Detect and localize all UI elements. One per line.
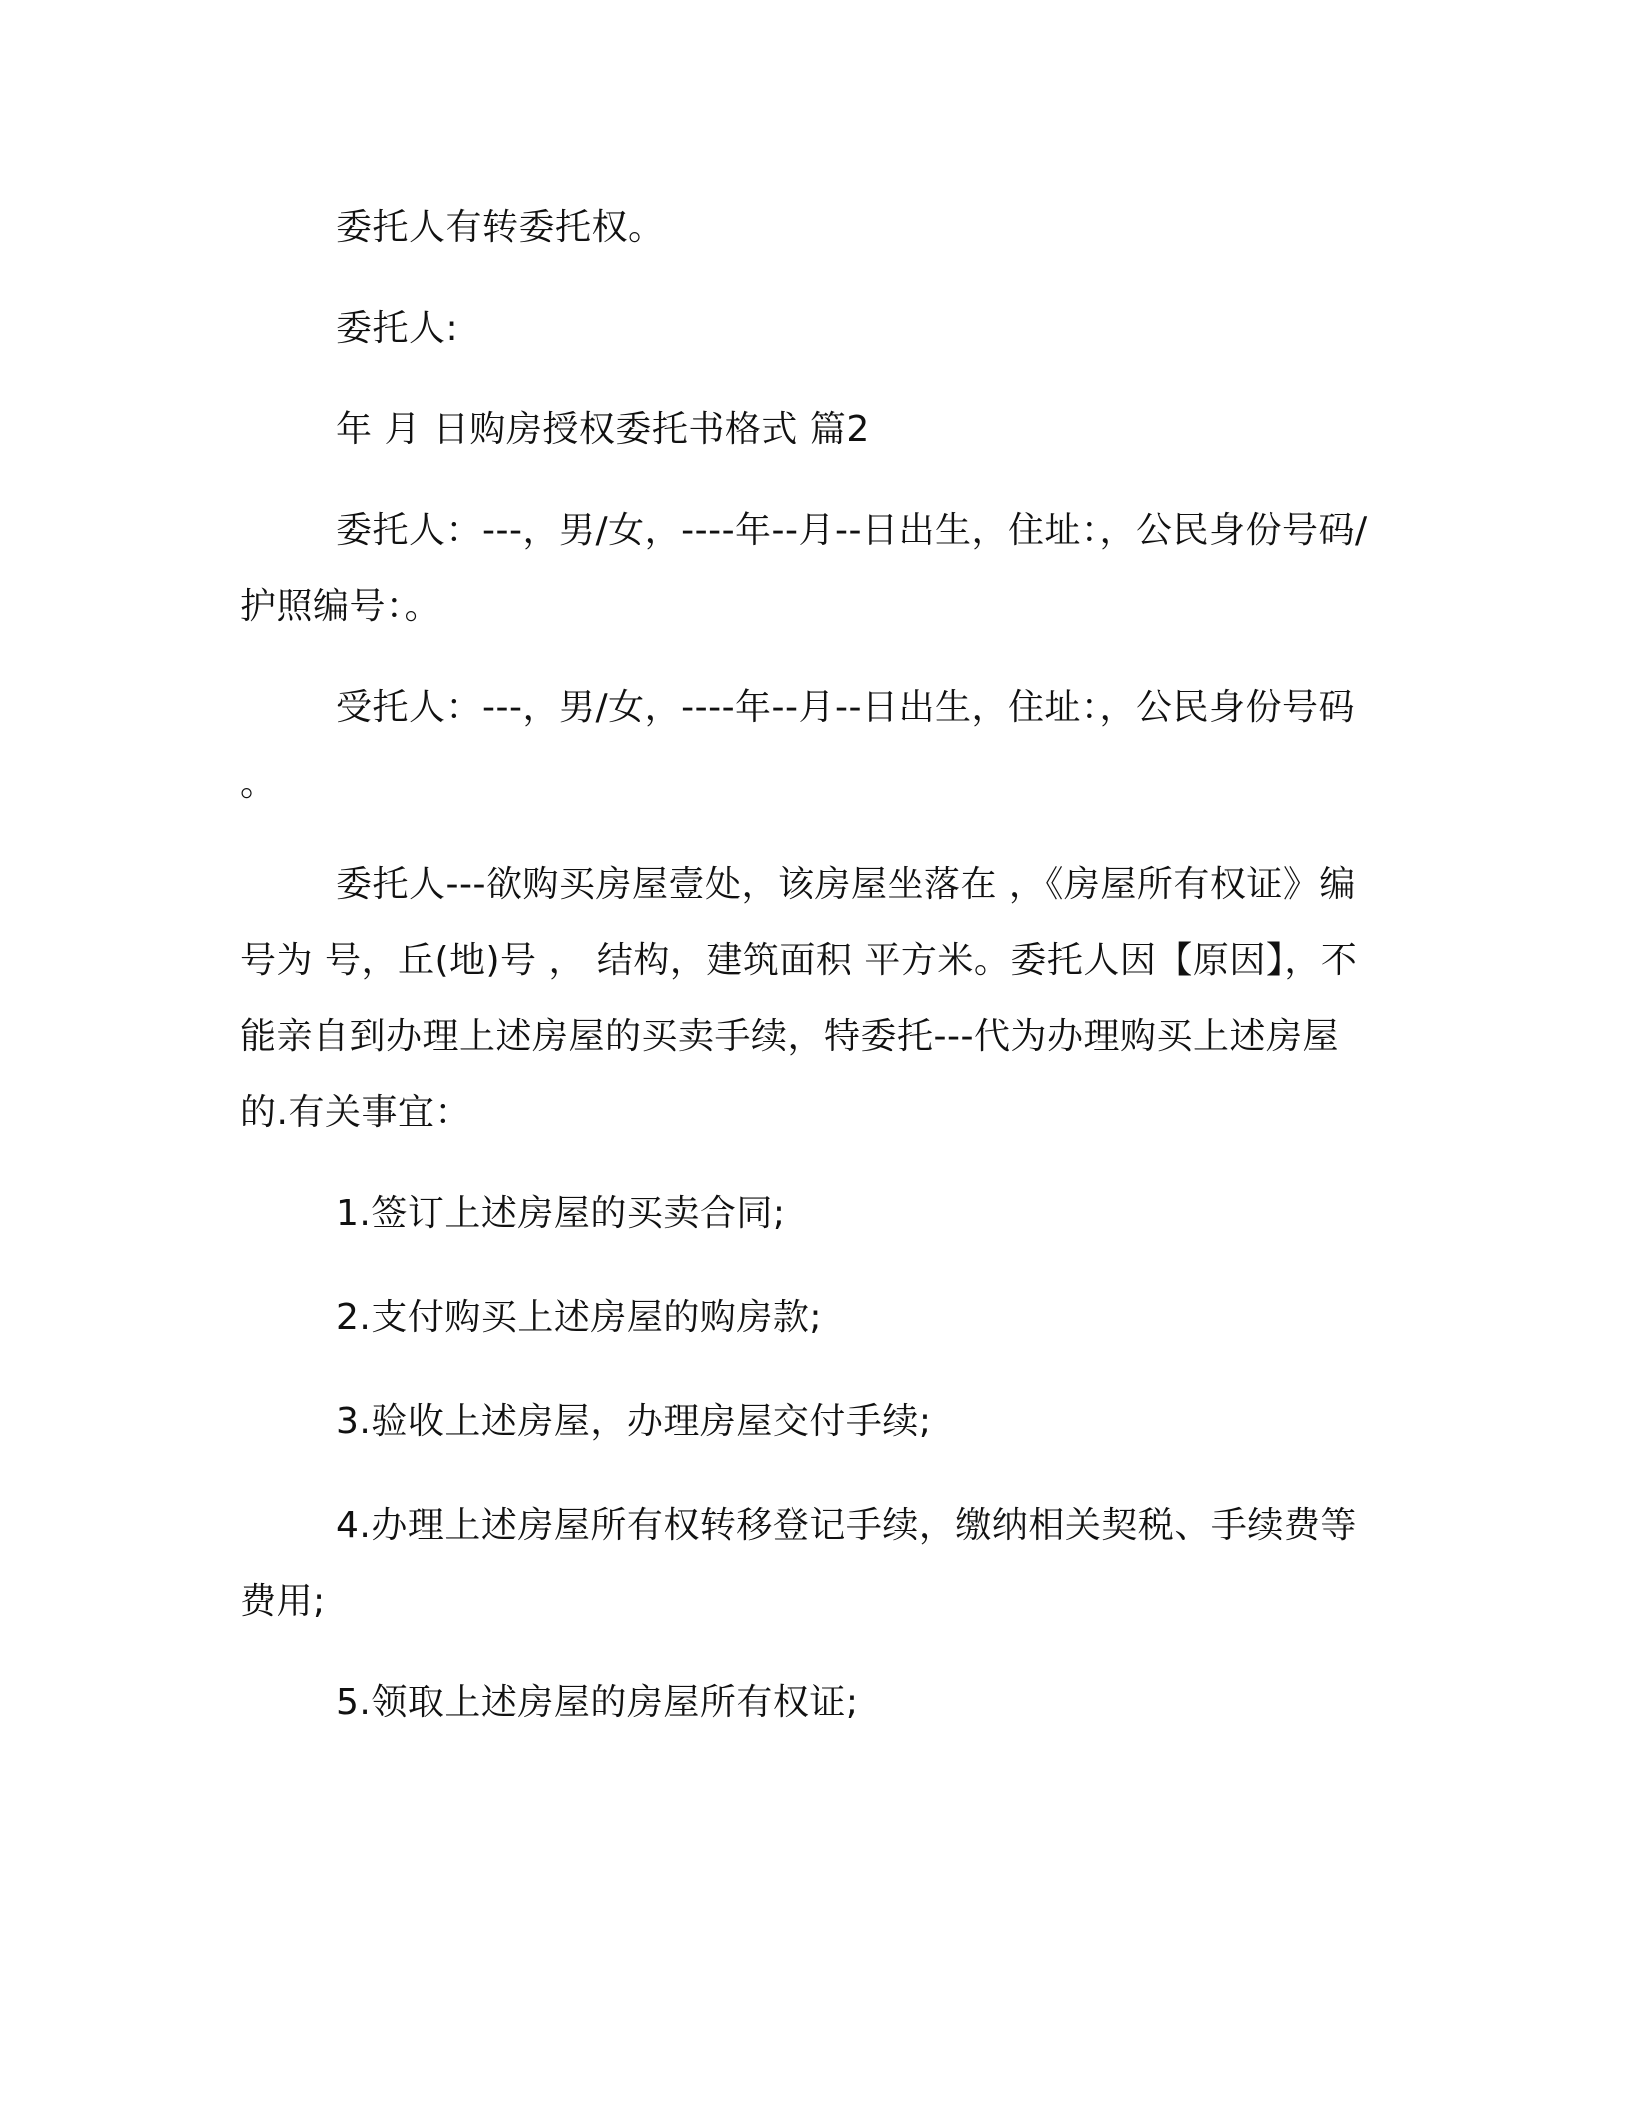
document-body: [240, 190, 1380, 1766]
list-item-contract: 1.签订上述房屋的买卖合同;: [336, 1193, 786, 1234]
section-heading: 年 月 日购房授权委托书格式 篇2: [336, 409, 870, 450]
list-item-certificate: 5.领取上述房屋的房屋所有权证;: [336, 1682, 859, 1723]
list-item-registration: 4.办理上述房屋所有权转移登记手续，缴纳相关契税、手续费等费用;: [240, 1505, 1357, 1622]
list-item-inspection: 3.验收上述房屋，办理房屋交付手续;: [336, 1401, 932, 1442]
paragraph-sub-delegation-right: 委托人有转委托权。: [336, 207, 665, 248]
paragraph-property-description: 委托人---欲购买房屋壹处，该房屋坐落在 ，《房屋所有权证》编号为 号，丘(地)号 ， 结构，建筑面积 平方米。委托人因【原因】，不能亲自到办理上述房屋的买卖手续，特委托---代为办理购买上述房屋的.有关事宜：: [240, 864, 1358, 1133]
paragraph-principal-info: 委托人：---，男/女，----年--月--日出生，住址：，公民身份号码/护照编号：。: [240, 510, 1368, 627]
list-item-payment: 2.支付购买上述房屋的购房款;: [336, 1297, 822, 1338]
paragraph-principal-signature: 委托人:: [336, 308, 459, 349]
paragraph-agent-info: 受托人：---，男/女，----年--月--日出生，住址：，公民身份号码 。: [240, 687, 1356, 804]
